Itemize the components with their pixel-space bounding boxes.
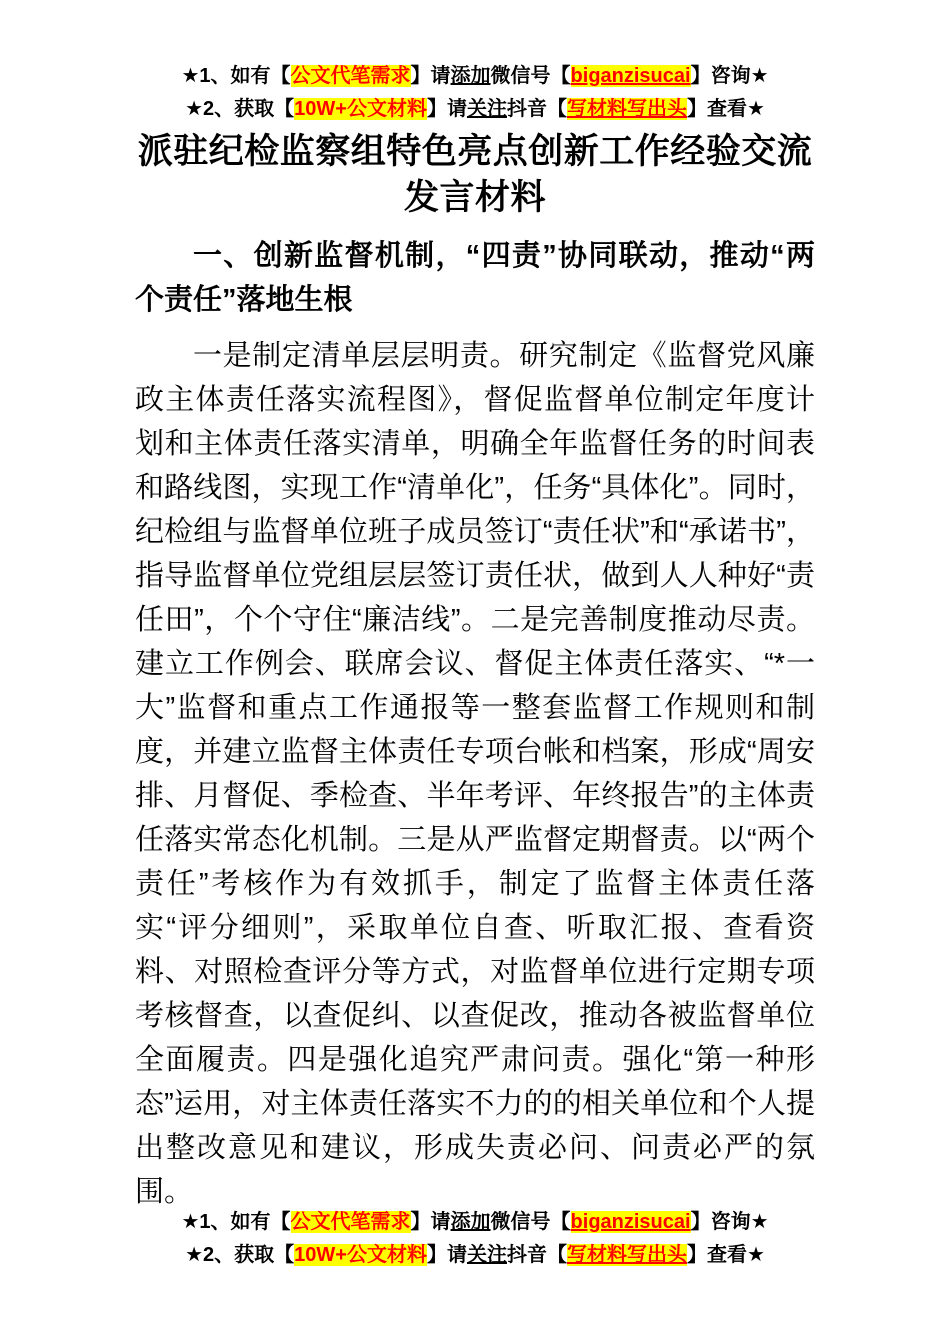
banner-text: 抖音【 xyxy=(506,98,567,120)
banner-underline-action: 添加 xyxy=(450,65,491,87)
document-title xyxy=(135,129,815,221)
banner-text: 】请 xyxy=(426,1244,467,1266)
banner-highlight-douyin-id: 写材料写出头 xyxy=(566,1244,687,1266)
banner-prefix: ★2、获取【 xyxy=(185,1244,295,1266)
banner-text: 微信号【 xyxy=(490,1211,571,1233)
banner-text: 】请 xyxy=(410,65,451,87)
banner-highlight-materials: 10W+公文材料 xyxy=(294,98,427,120)
banner-underline-action: 关注 xyxy=(466,1244,507,1266)
banner-suffix: 】咨询★ xyxy=(690,1211,769,1233)
banner-highlight-service: 公文代笔需求 xyxy=(290,65,411,87)
banner-prefix: ★2、获取【 xyxy=(185,98,295,120)
banner-text: 抖音【 xyxy=(506,1244,567,1266)
banner-underline-action: 关注 xyxy=(466,98,507,120)
banner-text: 微信号【 xyxy=(490,65,571,87)
banner-suffix: 】查看★ xyxy=(686,1244,765,1266)
banner-text: 】请 xyxy=(426,98,467,120)
banner-highlight-douyin-id: 写材料写出头 xyxy=(566,98,687,120)
banner-highlight-wechat-id: biganzisucai xyxy=(570,1211,691,1233)
banner-suffix: 】查看★ xyxy=(686,98,765,120)
banner-highlight-wechat-id: biganzisucai xyxy=(570,65,691,87)
promo-banner-bottom xyxy=(0,1206,950,1272)
banner-prefix: ★1、如有【 xyxy=(181,1211,291,1233)
banner-line-1 xyxy=(0,1206,950,1239)
section-heading: 一、创新监督机制，“四责”协同联动，推动“两个责任”落地生根 xyxy=(135,240,815,316)
document-title-line2: 发言材料 xyxy=(403,178,546,217)
banner-line-2 xyxy=(0,1239,950,1272)
banner-underline-action: 添加 xyxy=(450,1211,491,1233)
body-paragraph: 一是制定清单层层明责。研究制定《监督党风廉政主体责任落实流程图》，督促监督单位制定年度计划和主体责任落实清单，明确全年监督任务的时间表和路线图，实现工作“清单化”，任务“具体化”。同时，纪检组与监督单位班子成员签订“责任状”和“承诺书”，指导监督单位党组层层签订责任状，做到人人种好“责任田”，个个守住“廉洁线”。二是完善制度推动尽责。建立工作例会、联席会议、督促主体责任落实、“*一大”监督和重点工作通报等一整套监督工作规则和制度，并建立监督主体责任专项台帐和档案，形成“周安排、月督促、季检查、半年考评、年终报告”的主体责任落实常态化机制。三是从严监督定期督责。以“两个责任”考核作为有效抓手，制定了监督主体责任落实“评分细则”，采取单位自查、听取汇报、查看资料、对照检查评分等方式，对监督单位进行定期专项考核督查，以查促纠、以查促改，推动各被监督单位全面履责。四是强化追究严肃问责。强化“第一种形态”运用，对主体责任落实不力的的相关单位和个人提出整改意见和建议，形成失责必问、问责必严的氛围。 xyxy=(135,340,815,1208)
banner-prefix: ★1、如有【 xyxy=(181,65,291,87)
banner-line-2 xyxy=(135,93,815,126)
banner-highlight-materials: 10W+公文材料 xyxy=(294,1244,427,1266)
document-title-line1: 派驻纪检监察组特色亮点创新工作经验交流 xyxy=(137,132,813,171)
banner-highlight-service: 公文代笔需求 xyxy=(290,1211,411,1233)
promo-banner-top xyxy=(135,60,815,126)
banner-suffix: 】咨询★ xyxy=(690,65,769,87)
banner-text: 】请 xyxy=(410,1211,451,1233)
banner-line-1 xyxy=(135,60,815,93)
